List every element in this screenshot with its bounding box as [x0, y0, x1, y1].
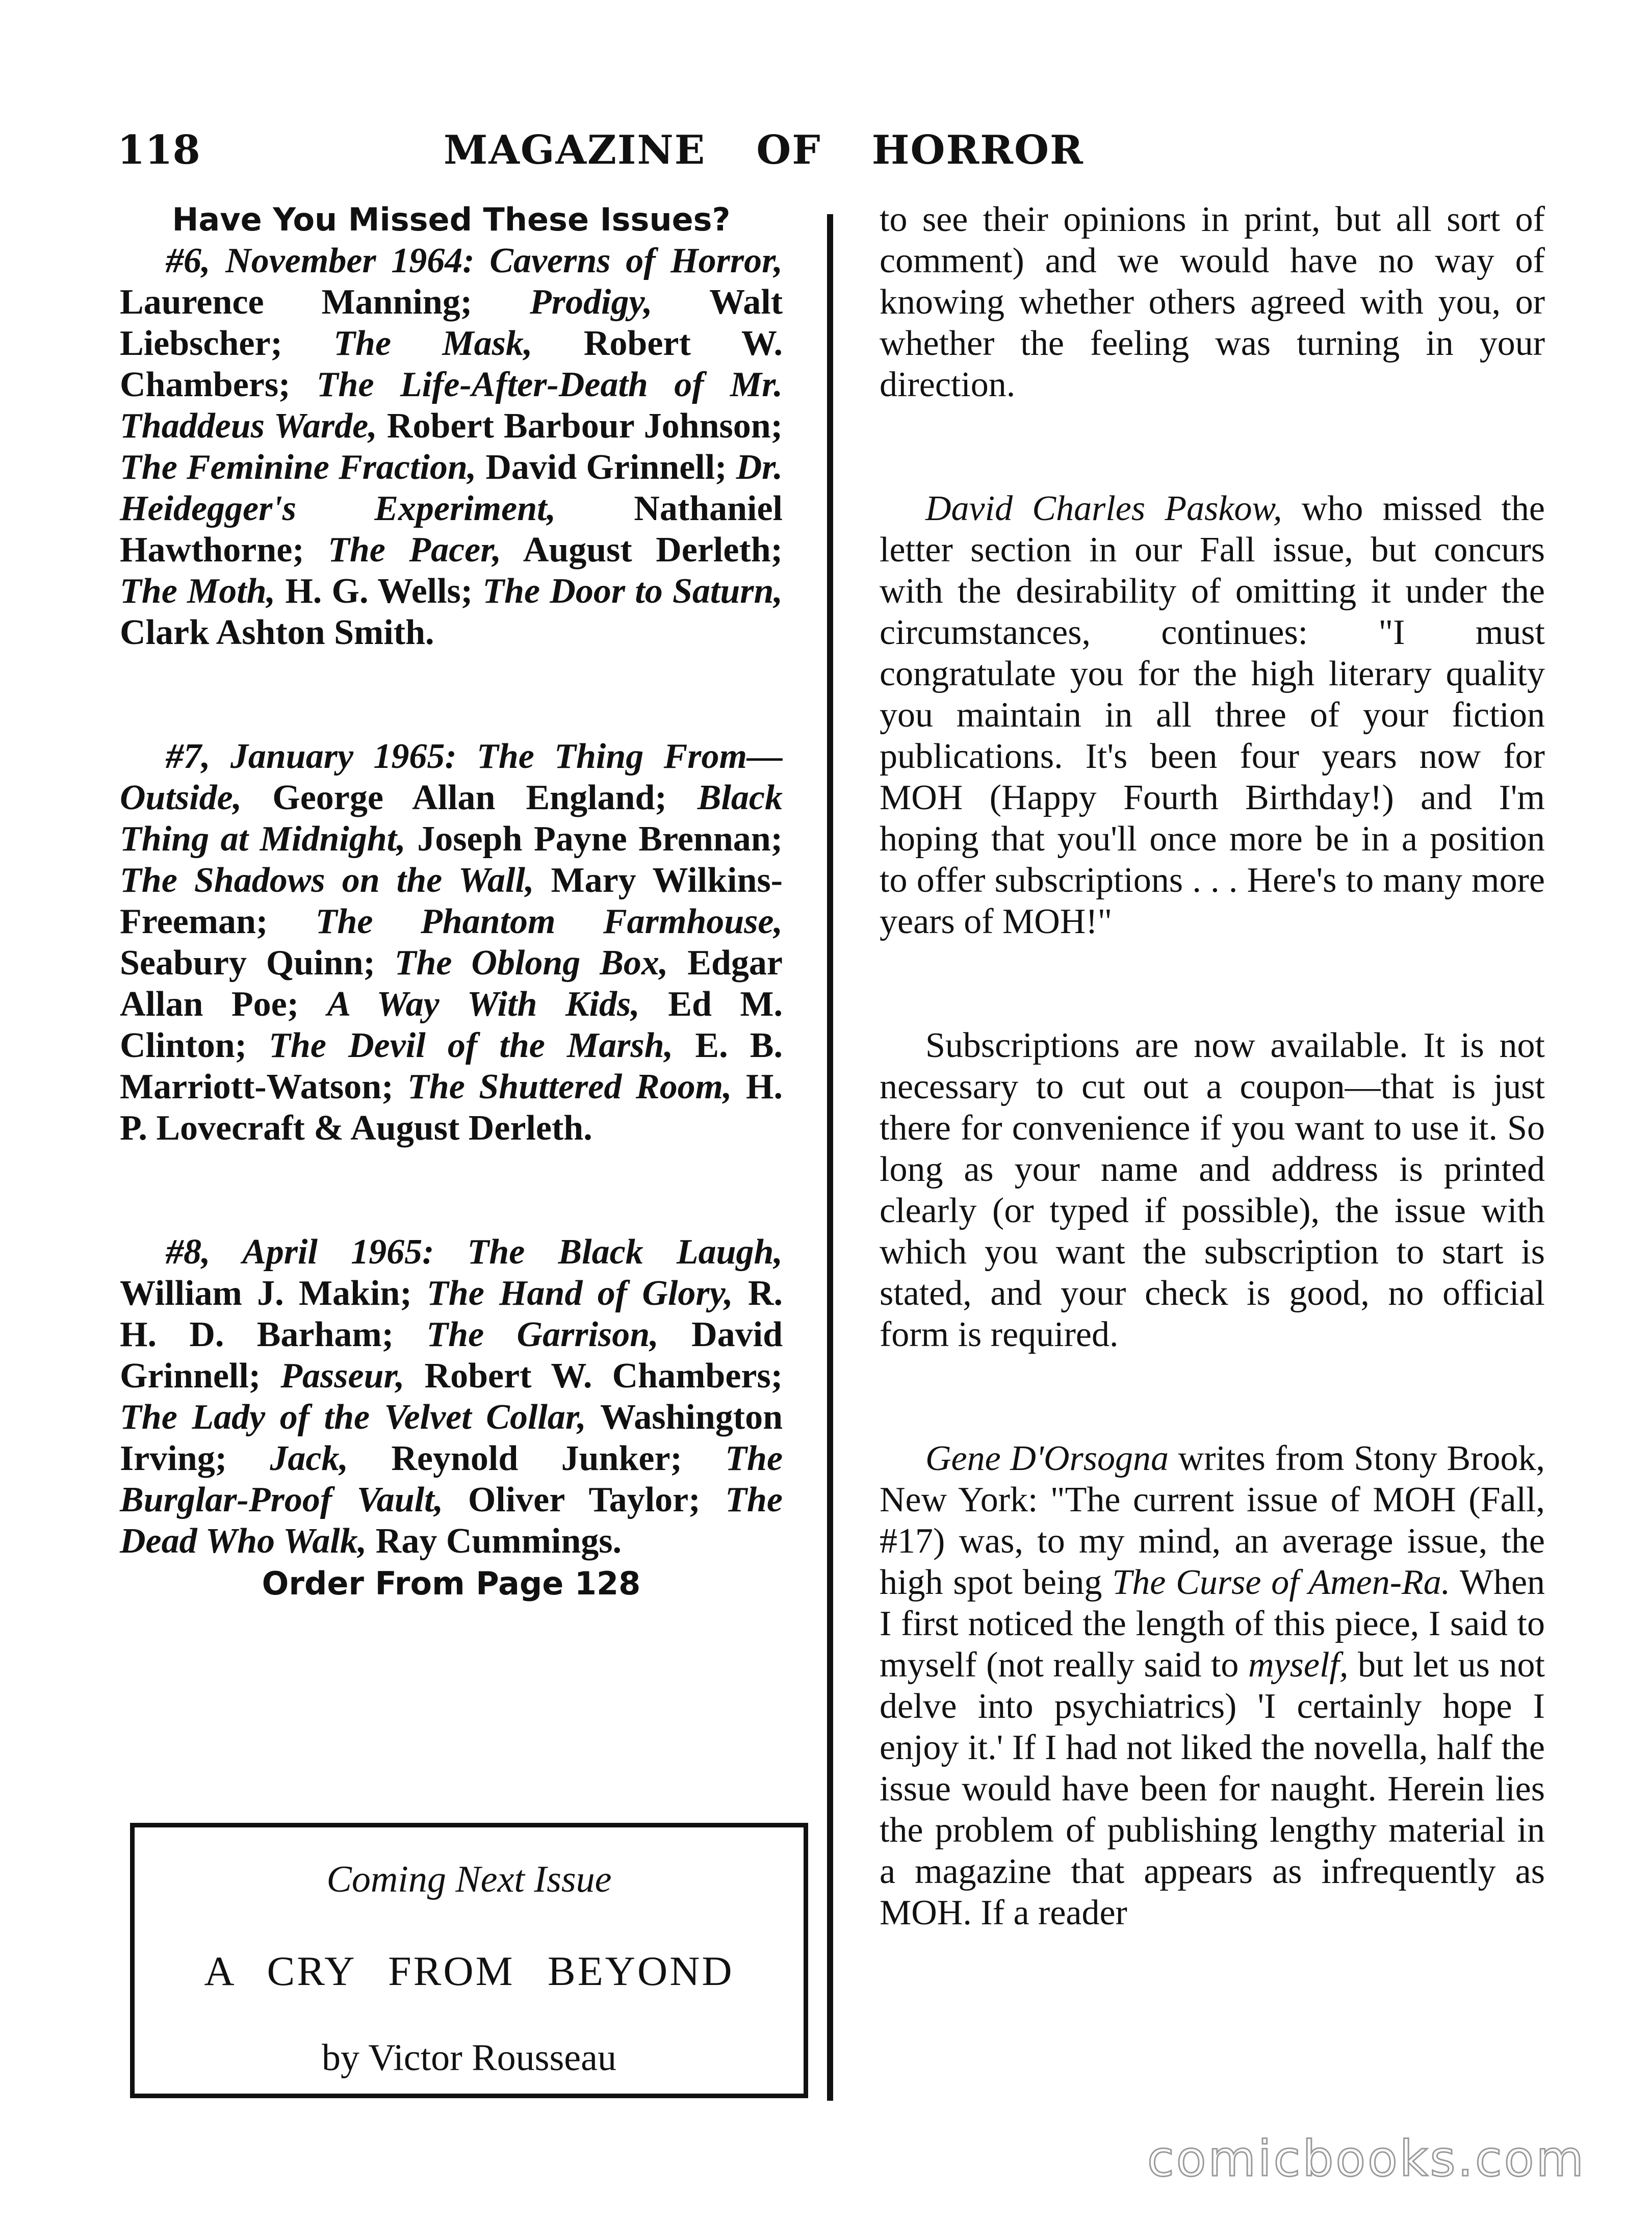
page-number: 118 [117, 127, 200, 173]
issue-6-listing: #6, November 1964: Caverns of Horror, Laurence Manning; Prodigy, Walt Liebscher; The Mask, Robert W. Chambers; The Life-After-Death of Mr. Thaddeus Warde, Robert Barbour Johnson; The Feminine Fraction, David Grinnell; Dr. Heidegger's Experiment, Nathaniel Hawthorne; The Pacer, August Derleth; The Moth, H. G. Wells; The Door to Saturn, Clark Ashton Smith. [120, 241, 783, 652]
back-issues-column [120, 199, 783, 1604]
coming-next-title: Coming Next Issue [326, 1859, 612, 1900]
letter-writer-name: Gene D'Orsogna [925, 1439, 1169, 1478]
coming-next-story-title: A CRY FROM BEYOND [204, 1948, 734, 1994]
letter-writer-name: David Charles Paskow, [925, 489, 1282, 528]
back-issues-heading: Have You Missed These Issues? [172, 201, 731, 238]
letters-paragraph: David Charles Paskow, who missed the letter section in our Fall issue, but concurs with the desirability of omitting it under the circumstances, continues: "I must congratulate you for the high literary quality you maintain in all three of your fiction publications. It's been four years now for MOH (Happy Fourth Birthday!) and I'm hoping that you'll once more be in a position to offer subscriptions . . . Here's to many more years of MOH!" [880, 489, 1545, 941]
letters-paragraph: Gene D'Orsogna writes from Stony Brook, New York: "The current issue of MOH (Fall, #17) was, to my mind, an average issue, the high spot being The Curse of Amen-Ra. When I first noticed the length of this piece, I said to myself (not really said to myself, but let us not delve into psychiatrics) 'I certainly hope I enjoy it.' If I had not liked the novella, half the issue would have been for naught. Herein lies the problem of publishing lengthy material in a magazine that appears as infrequently as MOH. If a reader [880, 1439, 1545, 1932]
page-header [117, 122, 1540, 178]
coming-next-author: by Victor Rousseau [322, 2037, 616, 2079]
issue-7-listing: #7, January 1965: The Thing From—Outside, George Allan England; Black Thing at Midnight, Joseph Payne Brennan; The Shadows on the Wall, Mary Wilkins-Freeman; The Phantom Farmhouse, Seabury Quinn; The Oblong Box, Edgar Allan Poe; A Way With Kids, Ed M. Clinton; The Devil of the Marsh, E. B. Marriott-Watson; The Shuttered Room, H. P. Lovecraft & August Derleth. [120, 737, 783, 1148]
letters-column [880, 199, 1545, 2016]
magazine-title: MAGAZINE OF HORROR [444, 127, 1084, 173]
order-from-page-line: Order From Page 128 [262, 1565, 641, 1602]
letters-paragraph: to see their opinions in print, but all sort of comment) and we would have no way of knowing whether others agreed with you, or whether the feeling was turning in your direction. [880, 200, 1545, 404]
issue-8-listing: #8, April 1965: The Black Laugh, William J. Makin; The Hand of Glory, R. H. D. Barham; The Garrison, David Grinnell; Passeur, Robert W. Chambers; The Lady of the Velvet Collar, Washington Irving; Jack, Reynold Junker; The Burglar-Proof Vault, Oliver Taylor; The Dead Who Walk, Ray Cummings. [120, 1232, 783, 1561]
column-divider [827, 214, 833, 2101]
letters-paragraph: Subscriptions are now available. It is not necessary to cut out a coupon—that is just there for convenience if you want to use it. So long as your name and address is printed clearly (or typed if possible), the issue with which you want the subscription to start is stated, and your check is good, no official form is required. [880, 1026, 1545, 1354]
watermark-logo: comicbooks.com [1147, 2130, 1586, 2187]
coming-next-issue-box [130, 1823, 808, 2098]
